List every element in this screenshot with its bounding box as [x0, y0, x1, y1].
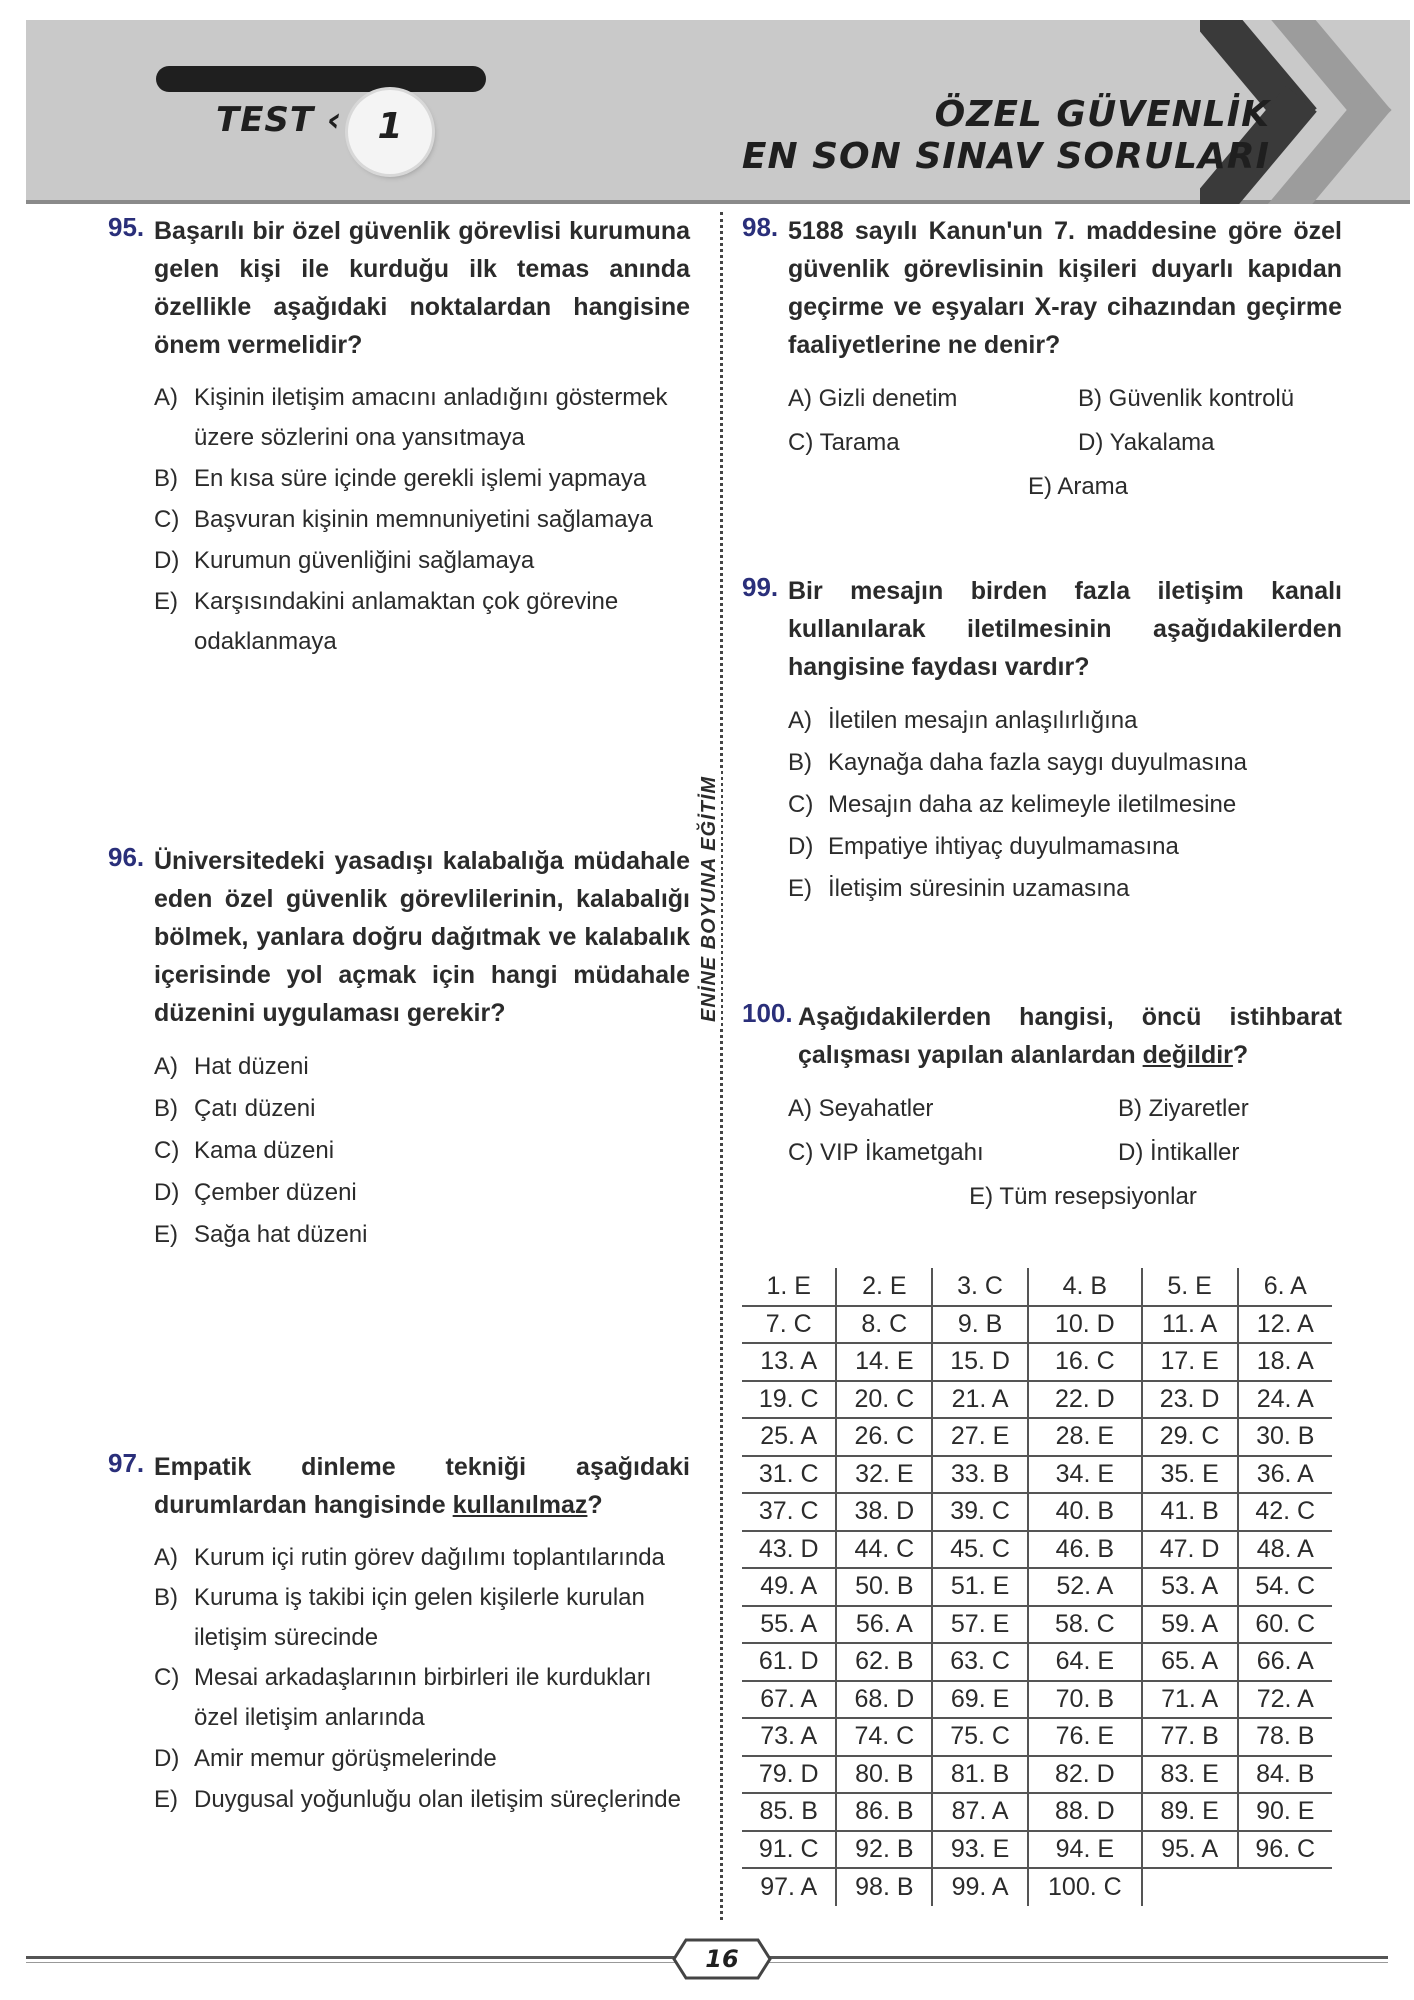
option-a[interactable]: A) Kurum içi rutin görev dağılımı toplantılarında — [154, 1544, 665, 1571]
answer-key-cell: 64. E — [1028, 1643, 1142, 1681]
question-number: 96. — [108, 842, 145, 872]
answer-key-row — [742, 1493, 1332, 1531]
answer-key-cell: 2. E — [836, 1268, 932, 1306]
answer-key-cell: 47. D — [1142, 1531, 1238, 1569]
options-list — [108, 1046, 690, 1256]
question-100 — [742, 998, 1342, 1216]
header-title-line2: EN SON SINAV SORULARI — [741, 136, 1270, 177]
answer-key-cell: 83. E — [1142, 1756, 1238, 1794]
answer-key-cell — [1142, 1868, 1238, 1906]
question-stem — [742, 212, 1342, 364]
question-stem — [742, 998, 1342, 1074]
answer-key-cell: 16. C — [1028, 1343, 1142, 1381]
answer-key-cell: 60. C — [1238, 1606, 1333, 1644]
answer-key-cell: 71. A — [1142, 1681, 1238, 1719]
answer-key-cell: 35. E — [1142, 1456, 1238, 1494]
answer-key-cell: 39. C — [932, 1493, 1028, 1531]
question-number: 99. — [742, 572, 779, 602]
answer-key-cell: 49. A — [742, 1568, 836, 1606]
answer-key-cell: 52. A — [1028, 1568, 1142, 1606]
answer-key-row — [742, 1306, 1332, 1344]
answer-key-cell: 51. E — [932, 1568, 1028, 1606]
option-e[interactable]: E) İletişim süresinin uzamasına — [788, 875, 1130, 902]
answer-key-cell: 55. A — [742, 1606, 836, 1644]
option-a[interactable]: A) Seyahatler — [788, 1095, 934, 1122]
answer-key-cell: 61. D — [742, 1643, 836, 1681]
option-b[interactable]: B) Ziyaretler — [1118, 1095, 1249, 1122]
question-number: 100. — [742, 998, 793, 1028]
emphasis-underline: kullanılmaz — [452, 1491, 588, 1519]
answer-key-cell: 33. B — [932, 1456, 1028, 1494]
answer-key-row — [742, 1531, 1332, 1569]
answer-key-cell: 78. B — [1238, 1718, 1333, 1756]
answer-key-row — [742, 1606, 1332, 1644]
answer-key-cell: 44. C — [836, 1531, 932, 1569]
option-b[interactable]: B) Çatı düzeni — [154, 1095, 316, 1122]
answer-key-cell: 86. B — [836, 1793, 932, 1831]
answer-key-cell: 42. C — [1238, 1493, 1333, 1531]
answer-key-cell: 5. E — [1142, 1268, 1238, 1306]
answer-key-cell — [1238, 1868, 1333, 1906]
answer-key-row — [742, 1831, 1332, 1869]
answer-key-cell: 58. C — [1028, 1606, 1142, 1644]
answer-key-cell: 46. B — [1028, 1531, 1142, 1569]
answer-key-cell: 14. E — [836, 1343, 932, 1381]
option-a[interactable]: A) Hat düzeni — [154, 1053, 309, 1080]
option-e[interactable]: E) Tüm resepsiyonlar — [969, 1183, 1197, 1210]
question-text: Bir mesajın birden fazla iletişim kanalı kullanılarak iletilmesinin aşağıdakilerden hangisine faydası vardır? — [788, 577, 1342, 681]
answer-key-cell: 27. E — [932, 1418, 1028, 1456]
option-e[interactable]: E) Duygusal yoğunluğu olan iletişim süreçlerinde — [154, 1786, 681, 1813]
question-95 — [108, 212, 690, 662]
answer-key-cell: 98. B — [836, 1868, 932, 1906]
question-text: Aşağıdakilerden hangisi, öncü istihbarat çalışması yapılan alanlardan değildir? — [798, 1003, 1342, 1069]
answer-key-cell: 12. A — [1238, 1306, 1333, 1344]
question-98 — [742, 212, 1342, 506]
answer-key-cell: 91. C — [742, 1831, 836, 1869]
answer-key-cell: 7. C — [742, 1306, 836, 1344]
option-c[interactable]: C) Mesajın daha az kelimeyle iletilmesine — [788, 791, 1237, 818]
option-a[interactable]: A) Kişinin iletişim amacını anladığını göstermek üzere sözlerini ona yansıtmaya — [154, 384, 668, 451]
answer-key-cell: 50. B — [836, 1568, 932, 1606]
answer-key-cell: 69. E — [932, 1681, 1028, 1719]
option-e[interactable]: E) Arama — [1027, 473, 1129, 500]
test-number: 1 — [377, 106, 403, 147]
answer-key-cell: 68. D — [836, 1681, 932, 1719]
option-e[interactable]: E) Karşısındakini anlamaktan çok görevine odaklanmaya — [154, 588, 619, 655]
option-d[interactable]: D) İntikaller — [1118, 1139, 1240, 1166]
answer-key-cell: 20. C — [836, 1381, 932, 1419]
answer-key-cell: 15. D — [932, 1343, 1028, 1381]
answer-key-cell: 93. E — [932, 1831, 1028, 1869]
answer-key-row — [742, 1343, 1332, 1381]
question-97 — [108, 1448, 690, 1820]
option-c[interactable]: C) Başvuran kişinin memnuniyetini sağlamaya — [154, 506, 653, 533]
question-number: 95. — [108, 212, 145, 242]
answer-key-row — [742, 1793, 1332, 1831]
answer-key-row — [742, 1643, 1332, 1681]
answer-key-cell: 22. D — [1028, 1381, 1142, 1419]
answer-key-row — [742, 1568, 1332, 1606]
page-header — [26, 20, 1410, 204]
answer-key-cell: 89. E — [1142, 1793, 1238, 1831]
header-title-line1: ÖZEL GÜVENLİK — [934, 94, 1270, 135]
answer-key-cell: 13. A — [742, 1343, 836, 1381]
answer-key-cell: 66. A — [1238, 1643, 1333, 1681]
answer-key-cell: 26. C — [836, 1418, 932, 1456]
option-d[interactable]: D) Amir memur görüşmelerinde — [154, 1745, 497, 1772]
column-divider — [720, 212, 723, 1920]
options-list — [108, 378, 690, 662]
answer-key-cell: 53. A — [1142, 1568, 1238, 1606]
answer-key-cell: 70. B — [1028, 1681, 1142, 1719]
answer-key-cell: 77. B — [1142, 1718, 1238, 1756]
answer-key-cell: 28. E — [1028, 1418, 1142, 1456]
answer-key-cell: 10. D — [1028, 1306, 1142, 1344]
answer-key-row — [742, 1718, 1332, 1756]
answer-key-cell: 23. D — [1142, 1381, 1238, 1419]
answer-key-row — [742, 1381, 1332, 1419]
answer-key-cell: 67. A — [742, 1681, 836, 1719]
answer-key-cell: 99. A — [932, 1868, 1028, 1906]
answer-key-cell: 18. A — [1238, 1343, 1333, 1381]
answer-key-cell: 84. B — [1238, 1756, 1333, 1794]
answer-key-row — [742, 1418, 1332, 1456]
answer-key-cell: 21. A — [932, 1381, 1028, 1419]
answer-key-cell: 57. E — [932, 1606, 1028, 1644]
answer-key-row — [742, 1681, 1332, 1719]
answer-key-cell: 96. C — [1238, 1831, 1333, 1869]
answer-key-cell: 29. C — [1142, 1418, 1238, 1456]
answer-key-cell: 31. C — [742, 1456, 836, 1494]
answer-key-cell: 32. E — [836, 1456, 932, 1494]
chevron-left-icon: ‹ — [314, 100, 342, 140]
answer-key-table — [742, 1268, 1332, 1906]
answer-key-cell: 45. C — [932, 1531, 1028, 1569]
answer-key-cell: 94. E — [1028, 1831, 1142, 1869]
answer-key-cell: 95. A — [1142, 1831, 1238, 1869]
answer-key-cell: 25. A — [742, 1418, 836, 1456]
options-grid — [742, 380, 1342, 506]
option-d[interactable]: D) Kurumun güvenliğini sağlamaya — [154, 547, 535, 574]
answer-key-cell: 6. A — [1238, 1268, 1333, 1306]
answer-key-cell: 37. C — [742, 1493, 836, 1531]
answer-key-cell: 88. D — [1028, 1793, 1142, 1831]
answer-key-cell: 48. A — [1238, 1531, 1333, 1569]
answer-key-cell: 79. D — [742, 1756, 836, 1794]
option-c[interactable]: C) VIP İkametgahı — [788, 1139, 984, 1166]
answer-key-cell: 30. B — [1238, 1418, 1333, 1456]
answer-key-cell: 11. A — [1142, 1306, 1238, 1344]
answer-key-cell: 72. A — [1238, 1681, 1333, 1719]
answer-key-cell: 59. A — [1142, 1606, 1238, 1644]
test-number-badge — [348, 90, 432, 174]
options-list — [742, 700, 1342, 910]
answer-key-cell: 65. A — [1142, 1643, 1238, 1681]
option-b[interactable]: B) Kaynağa daha fazla saygı duyulmasına — [788, 749, 1247, 776]
answer-key-cell: 81. B — [932, 1756, 1028, 1794]
answer-key-row — [742, 1456, 1332, 1494]
question-stem — [108, 842, 690, 1032]
question-99 — [742, 572, 1342, 910]
answer-key-cell: 43. D — [742, 1531, 836, 1569]
option-b[interactable]: B) Güvenlik kontrolü — [1078, 385, 1295, 412]
question-text: 5188 sayılı Kanun'un 7. maddesine göre özel güvenlik görevlisinin kişileri duyarlı kapıdan geçirme ve eşyaları X-ray cihazından geçirme faaliyetlerine ne denir? — [788, 217, 1342, 359]
answer-key-cell: 92. B — [836, 1831, 932, 1869]
option-d[interactable]: D) Yakalama — [1078, 429, 1215, 456]
answer-key-cell: 1. E — [742, 1268, 836, 1306]
question-stem — [108, 212, 690, 364]
page-number-badge — [672, 1938, 772, 1980]
question-number: 98. — [742, 212, 779, 242]
options-grid — [742, 1090, 1342, 1216]
option-a[interactable]: A) Gizli denetim — [788, 385, 958, 412]
question-stem — [742, 572, 1342, 686]
answer-key-cell: 17. E — [1142, 1343, 1238, 1381]
option-b[interactable]: B) En kısa süre içinde gerekli işlemi yapmaya — [154, 465, 647, 492]
answer-key-cell: 82. D — [1028, 1756, 1142, 1794]
answer-key-cell: 100. C — [1028, 1868, 1142, 1906]
question-text: Üniversitedeki yasadışı kalabalığa müdahale eden özel güvenlik görevlilerinin, kalabalığı bölmek, yanlara doğru dağıtmak ve kalabalık içerisinde yol açmak için hangi müdahale düzenini uygulaması gerekir? — [154, 847, 690, 1027]
answer-key-cell: 40. B — [1028, 1493, 1142, 1531]
answer-key-cell: 62. B — [836, 1643, 932, 1681]
answer-key-cell: 24. A — [1238, 1381, 1333, 1419]
question-number: 97. — [108, 1448, 145, 1478]
answer-key-cell: 85. B — [742, 1793, 836, 1831]
answer-key-cell: 54. C — [1238, 1568, 1333, 1606]
answer-key-cell: 80. B — [836, 1756, 932, 1794]
sidebar-brand-text: ENİNE BOYUNA EĞİTİM — [698, 770, 721, 1028]
answer-key-cell: 90. E — [1238, 1793, 1333, 1831]
answer-key-cell: 36. A — [1238, 1456, 1333, 1494]
question-text: Empatik dinleme tekniği aşağıdaki durumlardan hangisinde kullanılmaz? — [154, 1453, 690, 1519]
answer-key-cell: 3. C — [932, 1268, 1028, 1306]
answer-key-cell: 19. C — [742, 1381, 836, 1419]
option-c[interactable]: C) Tarama — [788, 429, 900, 456]
answer-key-cell: 8. C — [836, 1306, 932, 1344]
answer-key-cell: 76. E — [1028, 1718, 1142, 1756]
answer-key-cell: 38. D — [836, 1493, 932, 1531]
answer-key-cell: 34. E — [1028, 1456, 1142, 1494]
answer-key-row — [742, 1268, 1332, 1306]
option-d[interactable]: D) Empatiye ihtiyaç duyulmamasına — [788, 833, 1179, 860]
answer-key-cell: 97. A — [742, 1868, 836, 1906]
header-stripe — [156, 66, 486, 92]
answer-key-cell: 73. A — [742, 1718, 836, 1756]
options-list — [108, 1538, 690, 1820]
answer-key-cell: 63. C — [932, 1643, 1028, 1681]
answer-key-cell: 4. B — [1028, 1268, 1142, 1306]
option-c[interactable]: C) Mesai arkadaşlarının birbirleri ile kurdukları özel iletişim anlarında — [154, 1664, 652, 1731]
test-label: TEST ‹ — [216, 100, 342, 140]
answer-key-row — [742, 1868, 1332, 1906]
answer-key-cell: 56. A — [836, 1606, 932, 1644]
answer-key-cell: 41. B — [1142, 1493, 1238, 1531]
option-a[interactable]: A) İletilen mesajın anlaşılırlığına — [788, 707, 1138, 734]
question-text: Başarılı bir özel güvenlik görevlisi kurumuna gelen kişi ile kurduğu ilk temas anında özellikle aşağıdaki noktalardan hangisine önem vermelidir? — [154, 217, 690, 359]
answer-key-cell: 87. A — [932, 1793, 1028, 1831]
option-e[interactable]: E) Sağa hat düzeni — [154, 1221, 368, 1248]
question-96 — [108, 842, 690, 1256]
question-stem — [108, 1448, 690, 1524]
answer-key-cell: 75. C — [932, 1718, 1028, 1756]
answer-key-cell: 74. C — [836, 1718, 932, 1756]
option-b[interactable]: B) Kuruma iş takibi için gelen kişilerle kurulan iletişim sürecinde — [154, 1584, 645, 1651]
option-d[interactable]: D) Çember düzeni — [154, 1179, 357, 1206]
page-number: 16 — [705, 1945, 739, 1973]
answer-key-row — [742, 1756, 1332, 1794]
option-c[interactable]: C) Kama düzeni — [154, 1137, 335, 1164]
emphasis-underline: değildir — [1142, 1041, 1233, 1069]
answer-key-cell: 9. B — [932, 1306, 1028, 1344]
